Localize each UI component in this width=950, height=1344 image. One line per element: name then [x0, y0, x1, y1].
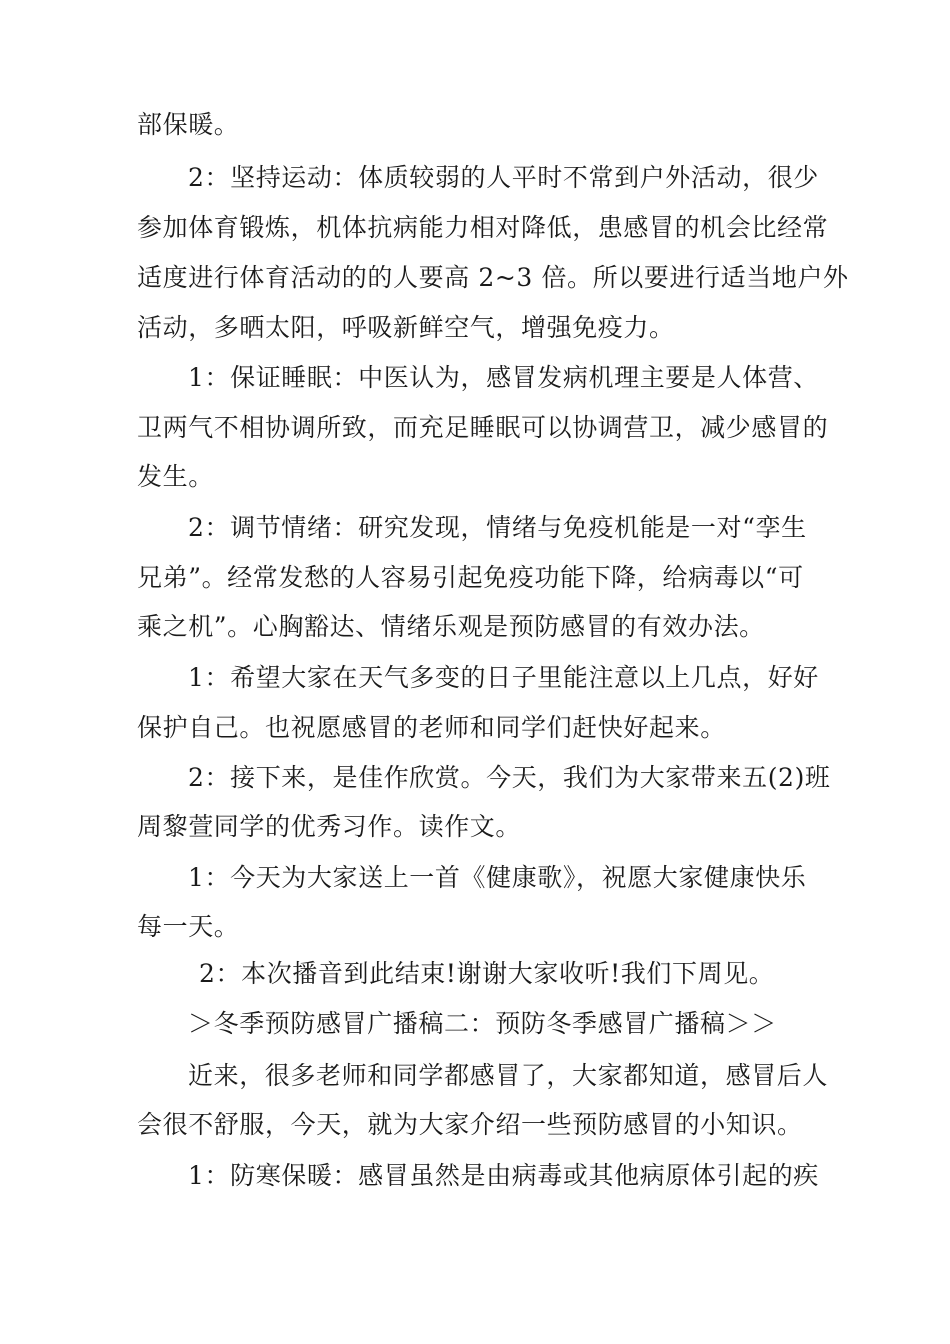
text-line: 1：防寒保暖：感冒虽然是由病毒或其他病原体引起的疾 — [188, 1161, 819, 1190]
text-line: 发生。 — [137, 462, 214, 491]
text-line: 近来，很多老师和同学都感冒了，大家都知道，感冒后人 — [188, 1061, 829, 1090]
text-line: 参加体育锻炼，机体抗病能力相对降低，患感冒的机会比经常 — [137, 213, 829, 242]
text-line: 适度进行体育活动的的人要高 2~3 倍。所以要进行适当地户外 — [137, 263, 849, 292]
text-line: 部保暖。 — [137, 110, 240, 139]
text-line: 每一天。 — [137, 912, 240, 941]
text-line: 乘之机”。心胸豁达、情绪乐观是预防感冒的有效办法。 — [137, 612, 765, 641]
text-line: 保护自己。也祝愿感冒的老师和同学们赶快好起来。 — [137, 713, 726, 742]
text-line: 活动，多晒太阳，呼吸新鲜空气，增强免疫力。 — [137, 313, 675, 342]
section-heading: ＞冬季预防感冒广播稿二：预防冬季感冒广播稿＞＞ — [188, 1009, 777, 1038]
text-line: 2：坚持运动：体质较弱的人平时不常到户外活动，很少 — [188, 163, 819, 192]
text-line: 1：保证睡眠：中医认为，感冒发病机理主要是人体营、 — [188, 363, 819, 392]
text-line: 1：希望大家在天气多变的日子里能注意以上几点，好好 — [188, 663, 819, 692]
text-line: 1：今天为大家送上一首《健康歌》，祝愿大家健康快乐 — [188, 863, 807, 892]
text-line: 兄弟”。经常发愁的人容易引起免疫功能下降，给病毒以“可 — [137, 563, 804, 592]
text-line: 2：本次播音到此结束!谢谢大家收听!我们下周见。 — [199, 959, 775, 988]
text-line: 周黎萱同学的优秀习作。读作文。 — [137, 812, 522, 841]
text-line: 会很不舒服，今天，就为大家介绍一些预防感冒的小知识。 — [137, 1110, 803, 1139]
text-line: 卫两气不相协调所致，而充足睡眠可以协调营卫，减少感冒的 — [137, 413, 829, 442]
text-line: 2：调节情绪：研究发现，情绪与免疫机能是一对“孪生 — [188, 513, 807, 542]
text-line: 2：接下来，是佳作欣赏。今天，我们为大家带来五(2)班 — [188, 763, 831, 792]
